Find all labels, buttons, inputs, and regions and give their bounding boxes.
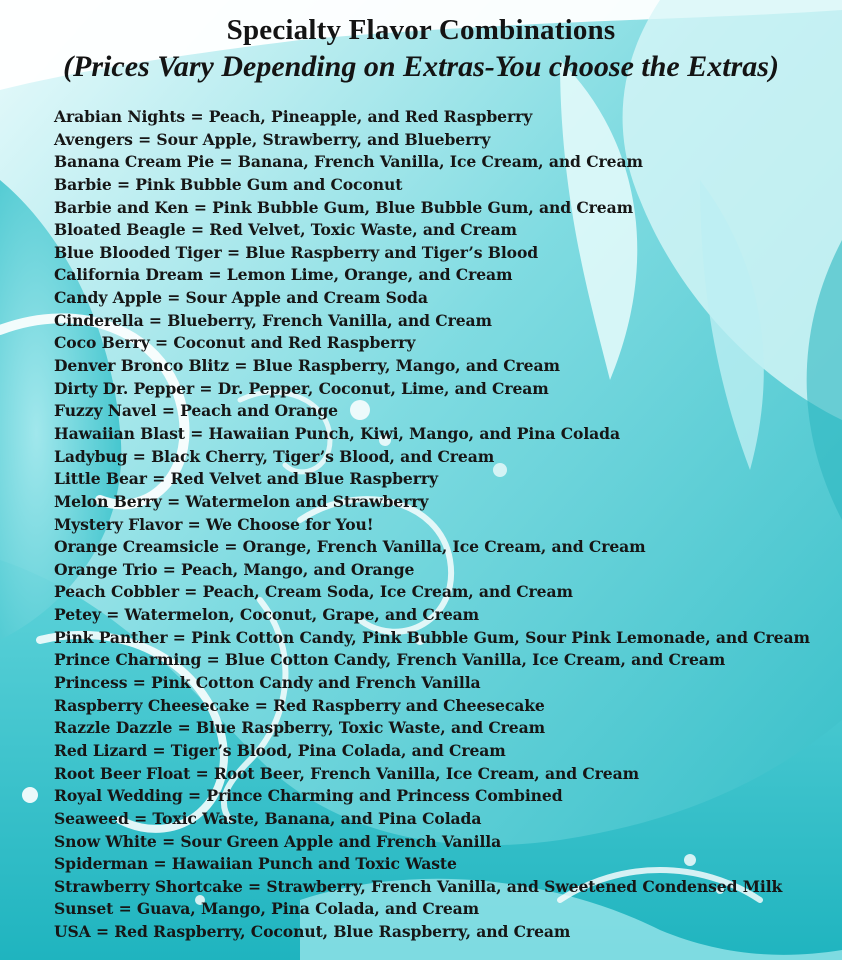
list-item: Coco Berry = Coconut and Red Raspberry [54,333,416,353]
list-item: Dirty Dr. Pepper = Dr. Pepper, Coconut, Lime, and Cream [54,378,549,398]
list-item: California Dream = Lemon Lime, Orange, and Cream [54,265,513,285]
list-item: Razzle Dazzle = Blue Raspberry, Toxic Waste, and Cream [54,718,545,738]
list-item: Prince Charming = Blue Cotton Candy, French Vanilla, Ice Cream, and Cream [54,650,726,670]
list-item: Barbie = Pink Bubble Gum and Coconut [54,174,403,194]
list-item: Cinderella = Blueberry, French Vanilla, and Cream [54,310,492,330]
list-item: Orange Creamsicle = Orange, French Vanilla, Ice Cream, and Cream [54,537,646,557]
list-item: Arabian Nights = Peach, Pineapple, and Red Raspberry [54,107,533,126]
list-item: Blue Blooded Tiger = Blue Raspberry and Tiger’s Blood [54,242,539,262]
list-item: Seaweed = Toxic Waste, Banana, and Pina Colada [54,808,482,828]
list-item: Peach Cobbler = Peach, Cream Soda, Ice Cream, and Cream [54,582,573,602]
list-item: Denver Bronco Blitz = Blue Raspberry, Mango, and Cream [54,356,560,376]
list-item: Petey = Watermelon, Coconut, Grape, and Cream [54,605,480,625]
flavor-list [54,106,810,944]
list-item: Spiderman = Hawaiian Punch and Toxic Waste [54,854,457,874]
page-subtitle: (Prices Vary Depending on Extras-You choose the Extras) [63,50,779,83]
list-item: Barbie and Ken = Pink Bubble Gum, Blue Bubble Gum, and Cream [54,197,634,217]
list-item: Root Beer Float = Root Beer, French Vanilla, Ice Cream, and Cream [54,763,639,783]
list-item: Red Lizard = Tiger’s Blood, Pina Colada, and Cream [54,740,506,760]
list-item: Ladybug = Black Cherry, Tiger’s Blood, and Cream [54,446,495,466]
list-item: Candy Apple = Sour Apple and Cream Soda [54,288,428,308]
list-item: USA = Red Raspberry, Coconut, Blue Raspberry, and Cream [54,922,571,942]
list-item: Orange Trio = Peach, Mango, and Orange [54,559,415,579]
list-item: Mystery Flavor = We Choose for You! [54,514,374,534]
list-item: Royal Wedding = Prince Charming and Princess Combined [54,786,563,806]
list-item: Sunset = Guava, Mango, Pina Colada, and Cream [54,899,480,919]
list-item: Melon Berry = Watermelon and Strawberry [54,491,429,511]
list-item: Banana Cream Pie = Banana, French Vanilla, Ice Cream, and Cream [54,152,643,172]
list-item: Princess = Pink Cotton Candy and French Vanilla [54,673,481,693]
list-item: Avengers = Sour Apple, Strawberry, and Blueberry [54,129,491,149]
list-item: Snow White = Sour Green Apple and French Vanilla [54,831,502,851]
list-item: Bloated Beagle = Red Velvet, Toxic Waste, and Cream [54,220,517,240]
list-item: Strawberry Shortcake = Strawberry, French Vanilla, and Sweetened Condensed Milk [54,876,783,896]
list-item: Hawaiian Blast = Hawaiian Punch, Kiwi, Mango, and Pina Colada [54,423,620,443]
page-title: Specialty Flavor Combinations [226,14,616,46]
list-item: Raspberry Cheesecake = Red Raspberry and Cheesecake [54,695,545,715]
list-item: Fuzzy Navel = Peach and Orange [54,401,338,421]
list-item: Little Bear = Red Velvet and Blue Raspberry [54,469,438,489]
list-item: Pink Panther = Pink Cotton Candy, Pink Bubble Gum, Sour Pink Lemonade, and Cream [54,627,810,647]
